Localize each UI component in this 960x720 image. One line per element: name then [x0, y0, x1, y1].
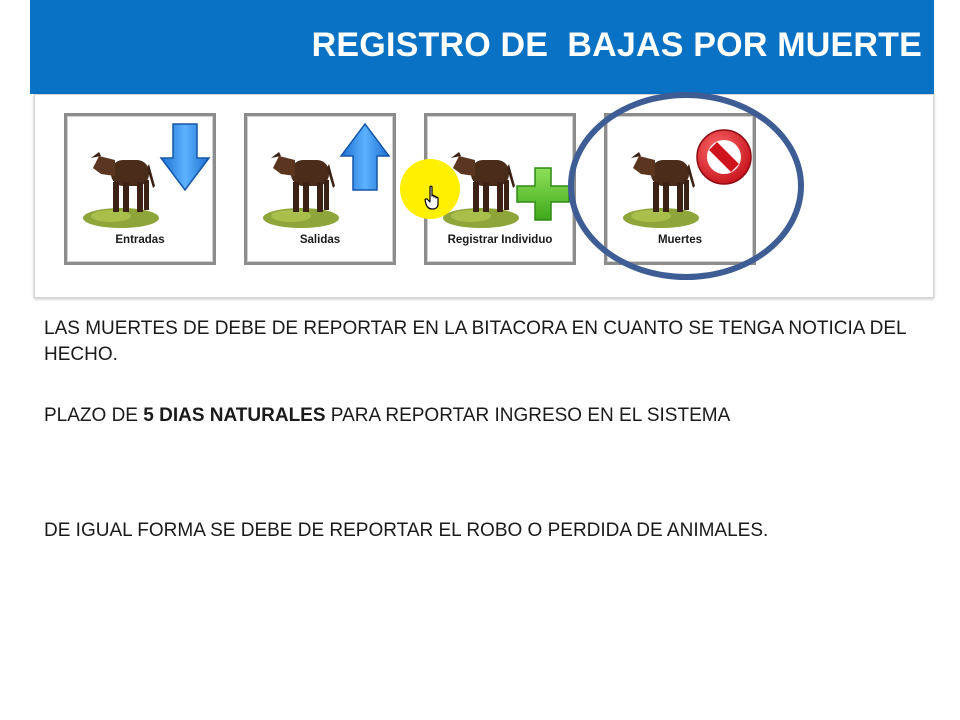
- header-bar: [30, 0, 934, 94]
- cow-icon: [261, 130, 341, 230]
- arrow-up-icon: [339, 122, 391, 192]
- entradas-label: Entradas: [115, 234, 165, 246]
- para2-prefix: PLAZO DE: [44, 405, 144, 426]
- para2-bold: 5 DIAS NATURALES: [143, 405, 326, 426]
- para2-suffix: PARA REPORTAR INGRESO EN EL SISTEMA: [325, 405, 731, 426]
- page-title: REGISTRO DE BAJAS POR MUERTE: [311, 26, 922, 64]
- cow-icon: [81, 130, 161, 230]
- entradas-button[interactable]: [64, 113, 216, 265]
- registrar-individuo-label: Registrar Individuo: [447, 234, 553, 246]
- hand-cursor-icon: [424, 185, 444, 211]
- arrow-down-icon: [159, 122, 211, 192]
- instruction-paragraph-2: [44, 403, 924, 429]
- salidas-button[interactable]: [244, 113, 396, 265]
- instruction-paragraph-1: LAS MUERTES DE DEBE DE REPORTAR EN LA BITACORA EN CUANTO SE TENGA NOTICIA DEL HECHO.: [44, 318, 906, 365]
- plus-icon: [515, 166, 571, 222]
- highlight-ring: [568, 92, 804, 280]
- salidas-label: Salidas: [299, 234, 341, 246]
- instruction-paragraph-3: DE IGUAL FORMA SE DEBE DE REPORTAR EL ROBO O PERDIDA DE ANIMALES.: [44, 520, 769, 541]
- muertes-label: Muertes: [657, 234, 703, 246]
